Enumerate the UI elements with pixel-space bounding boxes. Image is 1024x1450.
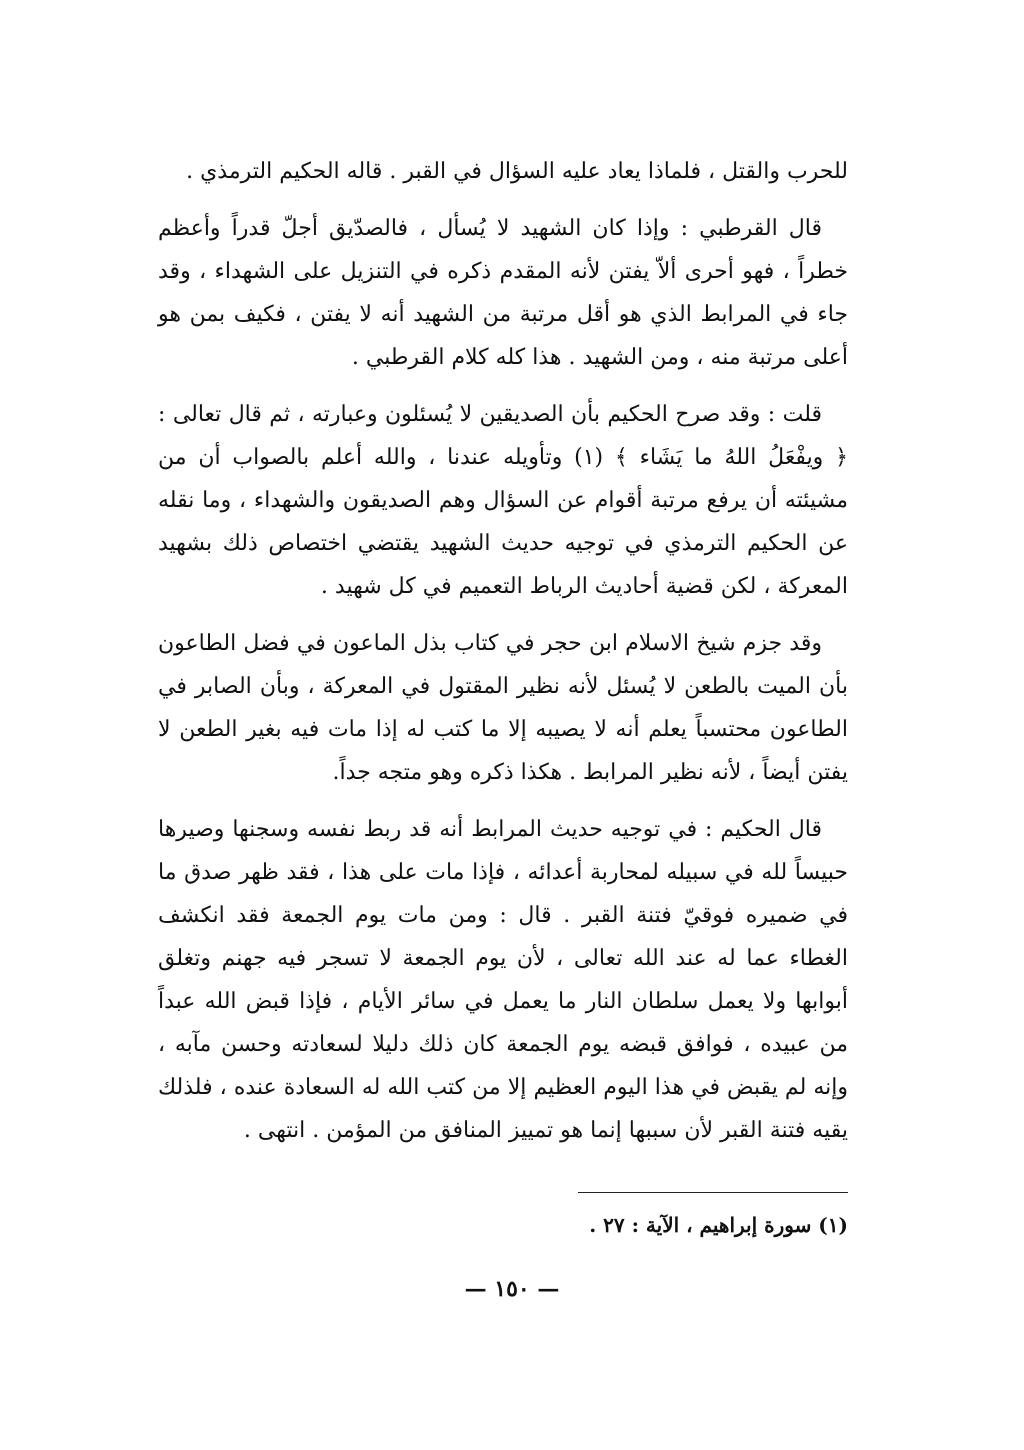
page-number: — ١٥٠ — [464,1276,560,1302]
paragraph-4: وقد جزم شيخ الاسلام ابن حجر في كتاب بذل الماعون في فضل الطاعون بأن الميت بالطعن لا يُسئل لأنه نظير المقتول في المعركة ، وبأن الصابر في الطاعون محتسباً يعلم أنه لا يصيبه إلا ما كتب له إذا مات فيه بغير الطعن لا يفتن أيضاً ، لأنه نظير المرابط . هكذا ذكره وهو متجه جداً. [158,631,848,785]
paragraph-1: للحرب والقتل ، فلماذا يعاد عليه السؤال في القبر . قاله الحكيم الترمذي . [186,159,848,184]
paragraph-3: قلت : وقد صرح الحكيم بأن الصديقين لا يُسئلون وعبارته ، ثم قال تعالى : ﴿ ويفْعَلُ اللهُ ما يَشَاء ﴾ (١) وتأويله عندنا ، والله أعلم بالصواب أن من مشيئته أن يرفع مرتبة أقوام عن السؤال وهم الصديقون والشهداء ، وما نقله عن الحكيم الترمذي في توجيه حديث الشهيد يقتضي اختصاص ذلك بشهيد المعركة ، لكن قضية أحاديث الرباط التعميم في كل شهيد . [158,402,848,599]
paragraph-2: قال القرطبي : وإذا كان الشهيد لا يُسأل ، فالصدّيق أجلّ قدراً وأعظم خطراً ، فهو أحرى ألاّ يفتن لأنه المقدم ذكره في التنزيل على الشهداء ، وقد جاء في المرابط الذي هو أقل مرتبة من الشهيد أنه لا يفتن ، فكيف بمن هو أعلى مرتبة منه ، ومن الشهيد . هذا كله كلام القرطبي . [158,216,848,370]
footnote: (١) سورة إبراهيم ، الآية : ٢٧ . [589,1213,848,1237]
main-text [158,150,848,1166]
footnote-divider [578,1192,848,1193]
paragraph-5: قال الحكيم : في توجيه حديث المرابط أنه قد ربط نفسه وسجنها وصيرها حبيساً لله في سبيله لمحاربة أعدائه ، فإذا مات على هذا ، فقد ظهر صدق ما في ضميره فوقيّ فتنة القبر . قال : ومن مات يوم الجمعة فقد انكشف الغطاء عما له عند الله تعالى ، لأن يوم الجمعة لا تسجر فيه جهنم وتغلق أبوابها ولا يعمل سلطان النار ما يعمل في سائر الأيام ، فإذا قبض الله عبداً من عبيده ، فوافق قبضه يوم الجمعة كان ذلك دليلا لسعادته وحسن مآبه ، وإنه لم يقبض في هذا اليوم العظيم إلا من كتب الله له السعادة عنده ، فلذلك يقيه فتنة القبر لأن سببها إنما هو تمييز المنافق من المؤمن . انتهى . [158,817,848,1143]
